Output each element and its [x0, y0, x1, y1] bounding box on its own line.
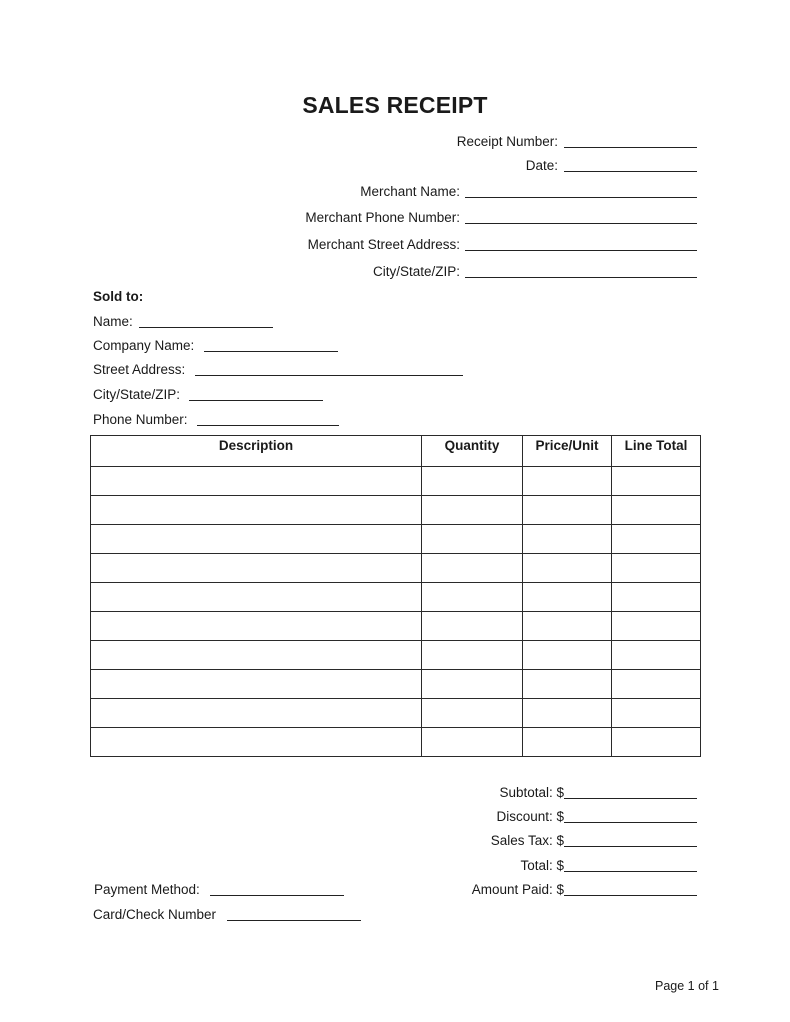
buyer-city-label: City/State/ZIP: — [93, 387, 181, 402]
description-cell[interactable] — [91, 670, 422, 699]
date-label: Date: — [525, 158, 558, 173]
line-total-cell[interactable] — [612, 612, 701, 641]
line-total-cell[interactable] — [612, 554, 701, 583]
column-header-quantity: Quantity — [422, 436, 523, 467]
street-address-label: Street Address: — [93, 362, 186, 377]
table-header-row — [91, 436, 701, 467]
quantity-cell[interactable] — [422, 612, 523, 641]
table-row — [91, 496, 701, 525]
buyer-name-label: Name: — [93, 314, 133, 329]
company-name-field[interactable] — [204, 351, 338, 352]
table-row — [91, 612, 701, 641]
total-field[interactable] — [564, 871, 697, 872]
discount-field[interactable] — [564, 822, 697, 823]
line-total-cell[interactable] — [612, 583, 701, 612]
quantity-cell[interactable] — [422, 496, 523, 525]
merchant-name-label: Merchant Name: — [360, 184, 460, 199]
table-row — [91, 554, 701, 583]
amount-paid-label: Amount Paid: $ — [471, 882, 564, 897]
description-cell[interactable] — [91, 496, 422, 525]
description-cell[interactable] — [91, 612, 422, 641]
table-row — [91, 525, 701, 554]
total-label: Total: $ — [520, 858, 564, 873]
receipt-number-field[interactable] — [564, 147, 697, 148]
quantity-cell[interactable] — [422, 554, 523, 583]
table-row — [91, 641, 701, 670]
payment-method-field[interactable] — [210, 895, 344, 896]
card-check-number-label: Card/Check Number — [93, 907, 217, 922]
quantity-cell[interactable] — [422, 583, 523, 612]
table-row — [91, 670, 701, 699]
buyer-city-field[interactable] — [189, 400, 323, 401]
description-cell[interactable] — [91, 641, 422, 670]
discount-label: Discount: $ — [496, 809, 564, 824]
merchant-phone-label: Merchant Phone Number: — [305, 210, 460, 225]
description-cell[interactable] — [91, 467, 422, 496]
buyer-name-field[interactable] — [139, 327, 273, 328]
price-unit-cell[interactable] — [523, 612, 612, 641]
sold-to-heading: Sold to: — [93, 289, 144, 304]
subtotal-field[interactable] — [564, 798, 697, 799]
document-title: SALES RECEIPT — [302, 92, 488, 118]
table-row — [91, 728, 701, 757]
line-total-cell[interactable] — [612, 641, 701, 670]
column-header-line-total: Line Total — [612, 436, 701, 467]
price-unit-cell[interactable] — [523, 496, 612, 525]
price-unit-cell[interactable] — [523, 670, 612, 699]
quantity-cell[interactable] — [422, 728, 523, 757]
column-header-price-unit: Price/Unit — [523, 436, 612, 467]
subtotal-label: Subtotal: $ — [499, 785, 564, 800]
merchant-street-label: Merchant Street Address: — [307, 237, 460, 252]
line-total-cell[interactable] — [612, 728, 701, 757]
receipt-number-label: Receipt Number: — [456, 134, 558, 149]
description-cell[interactable] — [91, 525, 422, 554]
quantity-cell[interactable] — [422, 641, 523, 670]
table-row — [91, 583, 701, 612]
line-total-cell[interactable] — [612, 699, 701, 728]
description-cell[interactable] — [91, 554, 422, 583]
quantity-cell[interactable] — [422, 525, 523, 554]
merchant-street-field[interactable] — [465, 250, 697, 251]
column-header-description: Description — [91, 436, 422, 467]
merchant-name-field[interactable] — [465, 197, 697, 198]
page-indicator: Page 1 of 1 — [655, 979, 719, 993]
price-unit-cell[interactable] — [523, 554, 612, 583]
phone-number-field[interactable] — [197, 425, 339, 426]
line-total-cell[interactable] — [612, 467, 701, 496]
price-unit-cell[interactable] — [523, 699, 612, 728]
table-row — [91, 699, 701, 728]
line-total-cell[interactable] — [612, 525, 701, 554]
sales-tax-label: Sales Tax: $ — [490, 833, 564, 848]
table-row — [91, 467, 701, 496]
merchant-city-label: City/State/ZIP: — [372, 264, 460, 279]
description-cell[interactable] — [91, 699, 422, 728]
description-cell[interactable] — [91, 728, 422, 757]
phone-number-label: Phone Number: — [93, 412, 188, 427]
price-unit-cell[interactable] — [523, 525, 612, 554]
merchant-city-field[interactable] — [465, 277, 697, 278]
card-check-number-field[interactable] — [227, 920, 361, 921]
price-unit-cell[interactable] — [523, 583, 612, 612]
quantity-cell[interactable] — [422, 467, 523, 496]
price-unit-cell[interactable] — [523, 728, 612, 757]
sales-tax-field[interactable] — [564, 846, 697, 847]
quantity-cell[interactable] — [422, 699, 523, 728]
price-unit-cell[interactable] — [523, 641, 612, 670]
merchant-phone-field[interactable] — [465, 223, 697, 224]
amount-paid-field[interactable] — [564, 895, 697, 896]
line-total-cell[interactable] — [612, 670, 701, 699]
description-cell[interactable] — [91, 583, 422, 612]
street-address-field[interactable] — [195, 375, 463, 376]
payment-method-label: Payment Method: — [94, 882, 200, 897]
price-unit-cell[interactable] — [523, 467, 612, 496]
quantity-cell[interactable] — [422, 670, 523, 699]
date-field[interactable] — [564, 171, 697, 172]
line-items-table — [90, 435, 701, 757]
company-name-label: Company Name: — [93, 338, 195, 353]
line-total-cell[interactable] — [612, 496, 701, 525]
